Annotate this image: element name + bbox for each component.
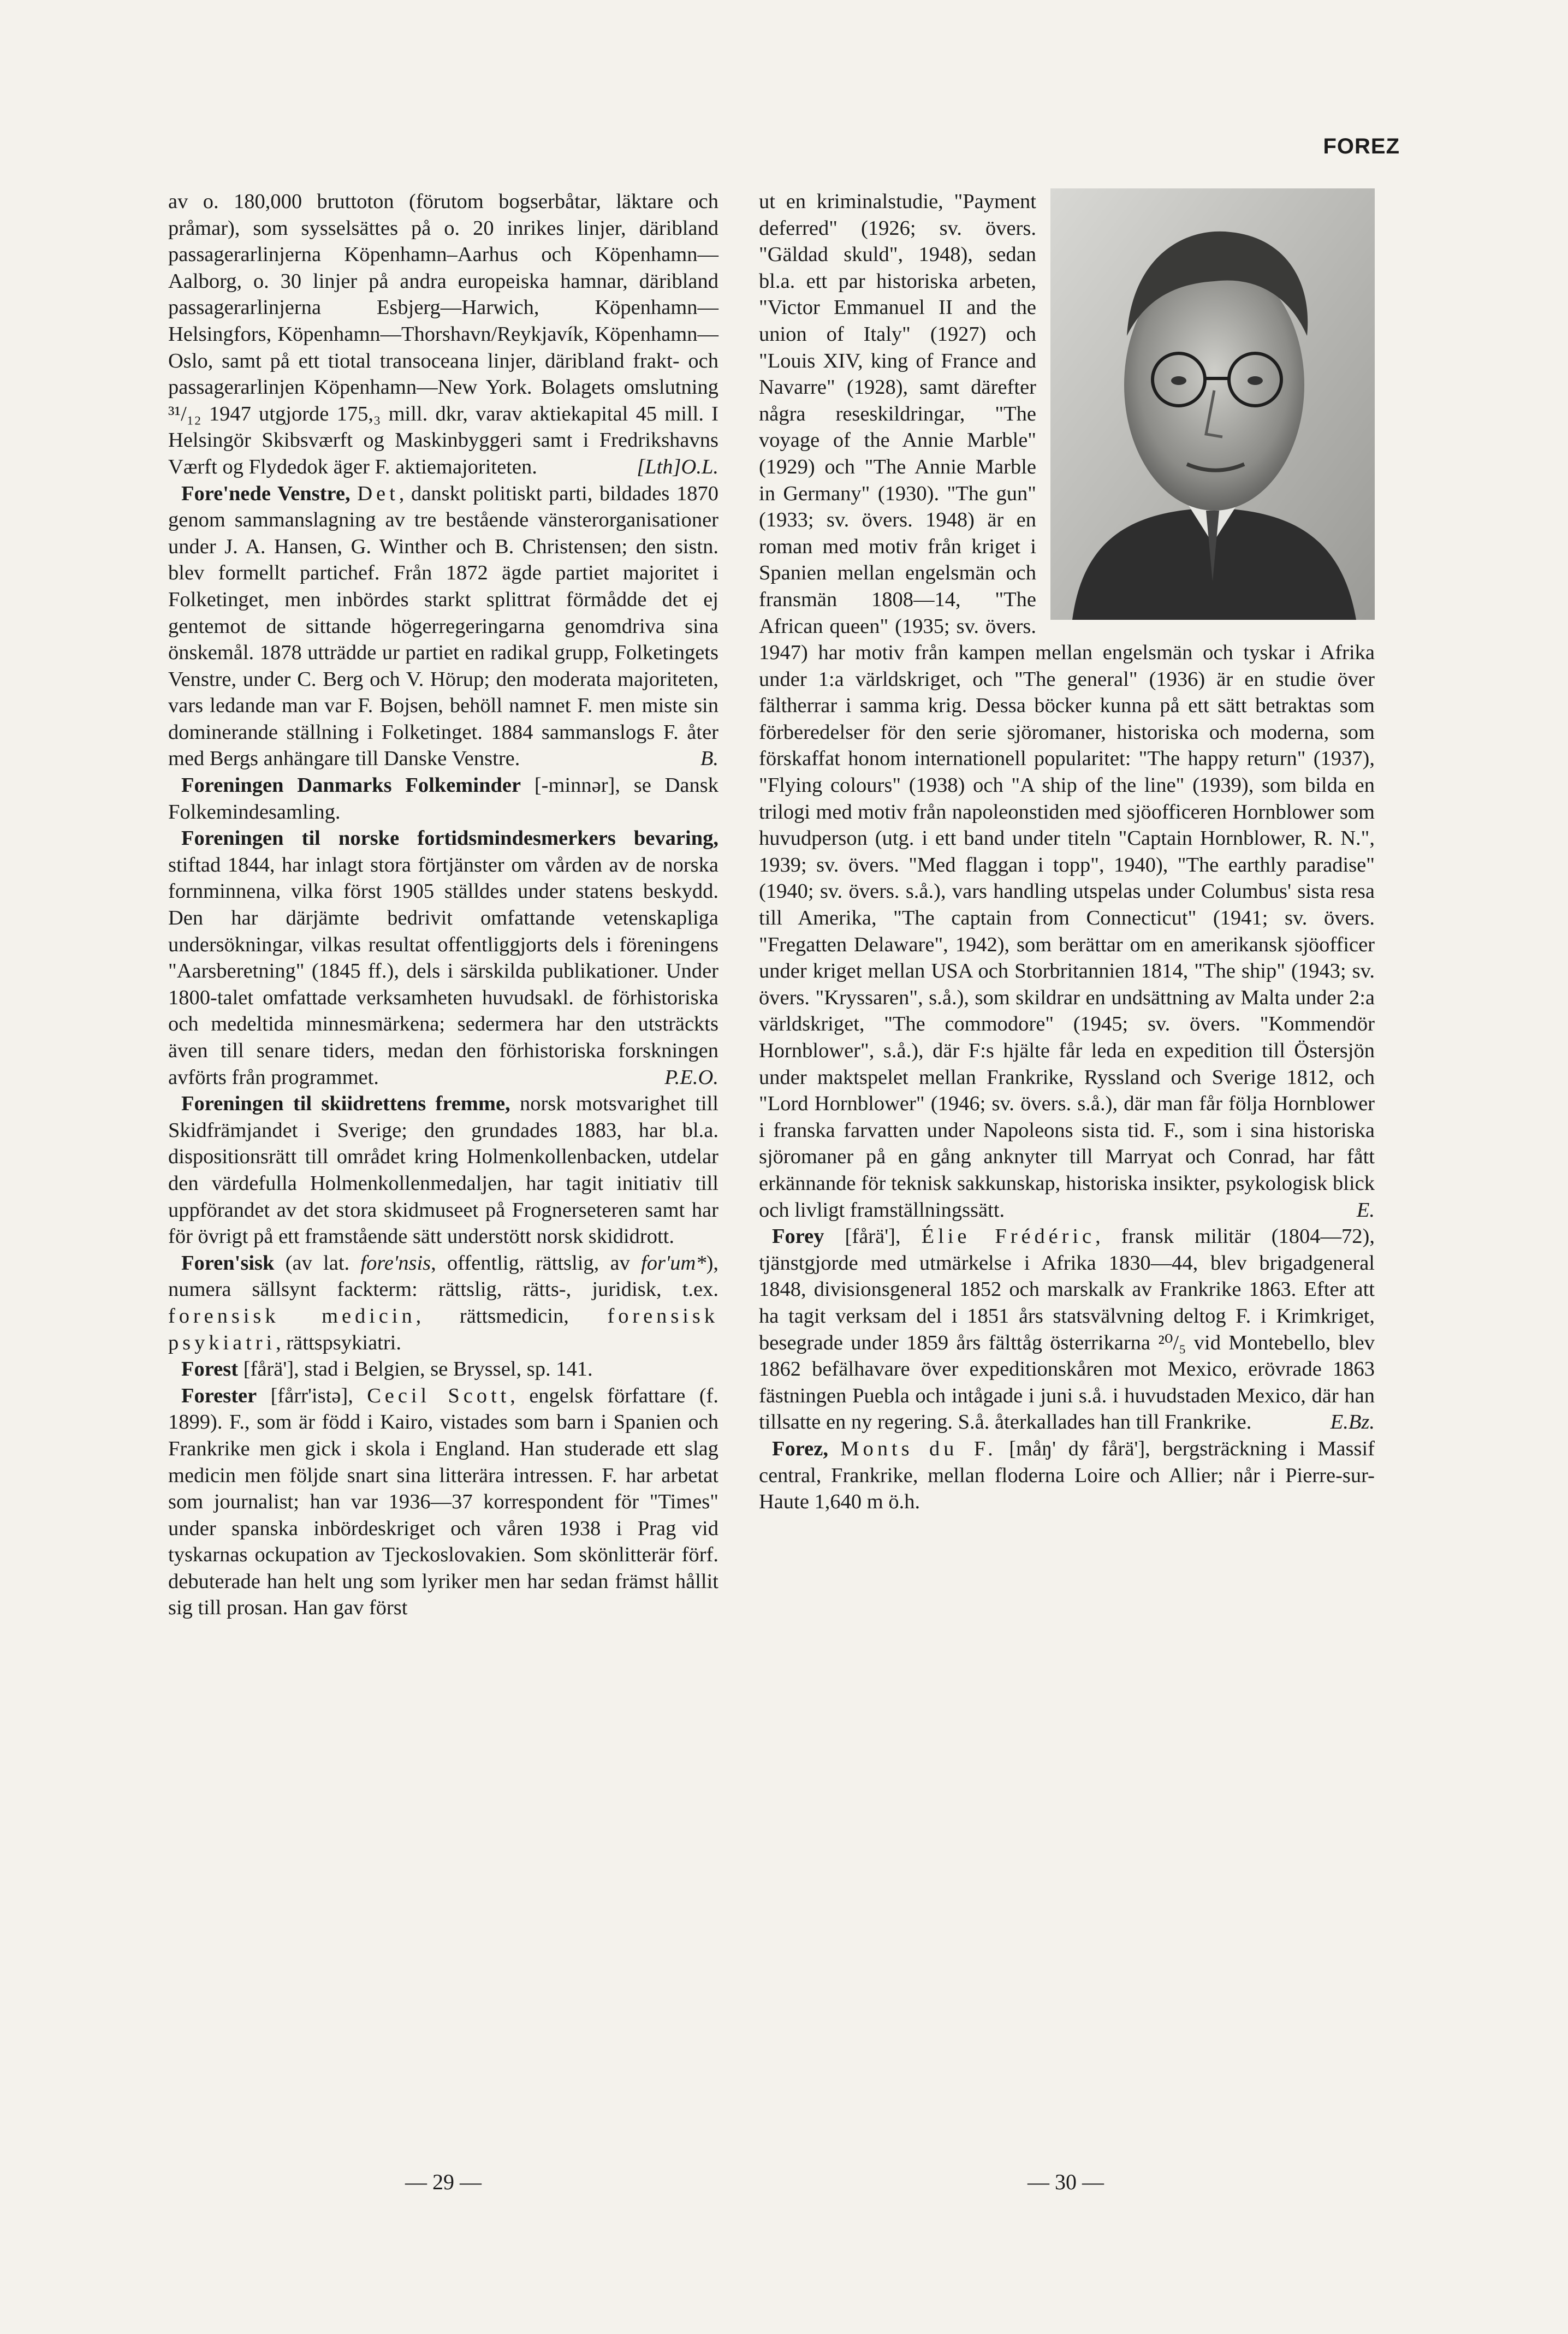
running-head: FOREZ bbox=[1323, 134, 1400, 158]
left-column bbox=[168, 188, 718, 1621]
entry-headword: Foren'sisk bbox=[181, 1251, 275, 1275]
entry-foreningen-skiidrettens: Foreningen til skiidrettens fremme, norsk motsvarighet till Skidfrämjandet i Sverige; den grundades 1883, har bl.a. dispositionsrätt till området kring Holmenkollenbacken, utdelar den värdefulla Holmenkollenmedaljen, har tagit initiativ till uppförandet av det stora skidmuseet på Frognerseteren samt har för övrigt på ett framstående sätt understött norsk skididrott. bbox=[168, 1092, 718, 1248]
page-number-right: — 30 — bbox=[1027, 2170, 1104, 2194]
entry-headword: Forez, bbox=[772, 1437, 828, 1460]
author-signature: E.Bz. bbox=[1330, 1411, 1375, 1434]
entry-forensisk: Foren'sisk (av lat. fore'nsis, offentlig, rättslig, av for'um*), numera sällsynt fackterm: rättslig, rätts-, juridisk, t.ex. forensisk medicin, rättsmedicin, forensisk psykiatri, rättspsykiatri. bbox=[168, 1251, 719, 1354]
page-number-left: — 29 — bbox=[405, 2170, 482, 2194]
author-signature: E. bbox=[1356, 1198, 1375, 1222]
portrait-image bbox=[1050, 188, 1375, 620]
author-signature: B. bbox=[700, 747, 718, 771]
author-signature: [Lth]O.L. bbox=[637, 455, 718, 478]
entry-forest: Forest [fårä'], stad i Belgien, se Bryssel, sp. 141. bbox=[181, 1358, 593, 1381]
entry-headword: Foreningen til norske fortidsmindesmerkers bevaring, bbox=[181, 827, 718, 850]
entry-headword: Foreningen Danmarks Folkeminder bbox=[181, 774, 521, 797]
entry-forester-continued: ut en kriminalstudie, "Payment deferred" (1926; sv. övers. "Gäldad skuld", 1948), sedan bl.a. ett par historiska arbeten, "Victor Emmanuel II and the union of Italy" (1927) och "Louis XIV, king of France and Navarre" (1928), samt därefter några reseskildringar, "The voyage of the Annie Marble" (1929) och "The Annie Marble in Germany" (1930). "The gun" (1933; sv. övers. 1948) är en roman med motiv från kriget i Spanien mellan engelsmän och fransmän 1808—14, "The African queen" (1935; sv. övers. 1947) har motiv från kampen mellan engelsmän och tyskar i Afrika under 1:a världskriget, och "The general" (1936) är en studie över fältherrar i samma krig. Dessa böcker kunna på ett sätt betraktas som förberedelser för den serie sjöromaner, historiska och moderna, som förskaffat honom internationell popularitet: "The happy return" (1937), "Flying colours" (1938) och "A ship of the line" (1939), som bilda en trilogi med motiv från napoleonstiden med sjöofficeren Hornblower som huvudperson (utg. i ett band under titeln "Captain Hornblower, R. N.", 1939; sv. övers. "Med flaggan i topp", 1940), "The earthly paradise" (1940; sv. övers. s.å.), vars handling utspelas under Columbus' sista resa till Amerika, "The captain from Connecticut" (1941; sv. övers. "Fregatten Delaware", 1942), som berättar om en amerikansk sjöofficer under kriget mellan USA och Storbritannien 1814, "The ship" (1943; sv. övers. "Kryssaren", s.å.), som skildrar en undsättning av Malta under 2:a världskriget, "The commodore" (1945; sv. övers. "Kommendör Hornblower", s.å.), där F:s hjälte får leda en expedition till Östersjön under maktspelet mellan Frankrike, Ryssland och Sverige 1812, och "Lord Hornblower" (1946; sv. övers. s.å.), där man får följa Hornblower i franska farvatten under Napoleons sista tid. F., som i sina historiska sjöromaner på en gång anknyter till Marryat och Conrad, har fått erkännande för teknisk sakkunskap, historiska insikter, psykologisk blick och livligt framställningssätt. E. bbox=[759, 188, 1375, 1223]
entry-forenede-venstre: Fore'nede Venstre, Det, danskt politiskt parti, bildades 1870 genom sammanslagning av tre bestående vänsterorganisationer under J. A. Hansen, G. Winther och B. Christensen; den sistn. blev formellt partichef. Från 1872 ägde partiet majoritet i Folketinget, men inbördes starkt splittrat förmådde det ej gentemot de sittande högerregeringarna genomdriva sina önskemål. 1878 utträdde ur partiet en radikal grupp, Folketingets Venstre, under C. Berg och V. Hörup; den moderata majoriteten, vars ledande man var F. Bojsen, behöll namnet F. men miste sin dominerande ställning i Folketinget. 1884 sammanslogs F. åter med Bergs anhängare till Danske Venstre. B. bbox=[168, 481, 718, 773]
entry-headword: Foreningen til skiidrettens fremme, bbox=[181, 1092, 510, 1116]
entry-foreningen-fortidsmindesmerkers: Foreningen til norske fortidsmindesmerkers bevaring, stiftad 1844, har inlagt stora förtjänster om vården av de norska fornminnena, vilka först 1905 ställdes under statens beskydd. Den har därjämte bedrivit omfattande vetenskapliga undersökningar, vilkas resultat offentliggjorts dels i föreningens "Aarsberetning" (1845 ff.), dels i särskilda publikationer. Under 1800-talet omfattade verksamheten huvudsakl. de förhistoriska och medeltida minnesmärkena; sedermera har den utsträckts även till senare tiders, medan den förhistoriska forskningen avförts från programmet. P.E.O. bbox=[168, 825, 718, 1091]
entry-foreningen-danmarks-folkeminder: Foreningen Danmarks Folkeminder [-minnər], se Dansk Folkemindesamling. bbox=[168, 774, 718, 824]
entry-forey: Forey [fårä'], Élie Frédéric, fransk militär (1804—72), tjänstgjorde med utmärkelse i Afrika 1830—44, blev brigadgeneral 1848, divisionsgeneral 1852 och marskalk av Frankrike 1863. Efter att ha tagit verksam del i 1851 års statsvälvning deltog F. i Krimkriget, besegrade under 1859 års fälttåg österrikarna ²⁰/₅ vid Montebello, blev 1862 befälhavare över expeditionskåren mot Mexico, erövrade 1863 fästningen Puebla och intågade i juni s.å. i huvudstaden Mexico, där han tillsatte en ny regering. S.å. återkallades han till Frankrike. E.Bz. bbox=[759, 1223, 1375, 1436]
entry-forester: Forester [fårr'istə], Cecil Scott, engelsk författare (f. 1899). F., som är född i Kairo, vistades som barn i Spanien och Frankrike men gick i skola i England. Han studerade ett slag medicin men följde snart sina litterära intressen. F. har arbetat som journalist; han var 1936—37 korrespondent för "Times" under spanska inbördeskriget och våren 1938 i Prag vid tyskarnas ockupation av Tjeckoslovakien. Som skönlitterär förf. debuterade han helt ung som lyriker men har sedan främst hållit sig till prosan. Han gav först bbox=[168, 1384, 719, 1620]
entry-shipping-company-end: av o. 180,000 bruttoton (förutom bogserbåtar, läktare och pråmar), som sysselsättes på o. 20 inrikes linjer, däribland passagerarlinjerna Köpenhamn–Aarhus och Köpenhamn—Aalborg, o. 30 linjer på andra europeiska hamnar, däribland passagerarlinjerna Esbjerg—Harwich, Köpenhamn—Helsingfors, Köpenhamn—Thorshavn/Reykjavík, Köpenhamn—Oslo, samt på ett tiotal transoceana linjer, däribland frakt- och passagerarlinjen Köpenhamn—New York. Bolagets omslutning ³¹/₁₂ 1947 utgjorde 175,₃ mill. dkr, varav aktiekapital 45 mill. I Helsingör Skibsværft og Maskinbyggeri samt i Fredrikshavns Værft og Flydedok äger F. aktiemajoriteten. [Lth]O.L. bbox=[168, 188, 718, 481]
portrait-photo bbox=[1050, 188, 1375, 620]
entry-headword: Forest bbox=[181, 1358, 239, 1381]
entry-headword: Fore'nede Venstre, bbox=[181, 482, 351, 505]
entry-headword: Forester bbox=[181, 1384, 257, 1407]
author-signature: P.E.O. bbox=[664, 1065, 718, 1089]
right-column bbox=[759, 188, 1375, 1515]
entry-headword: Forey bbox=[772, 1225, 824, 1248]
entry-forez: Forez, Monts du F. [måŋ' dy fårä'], bergsträckning i Massif central, Frankrike, mellan floderna Loire och Allier; når i Pierre-sur-Haute 1,640 m ö.h. bbox=[759, 1437, 1375, 1514]
